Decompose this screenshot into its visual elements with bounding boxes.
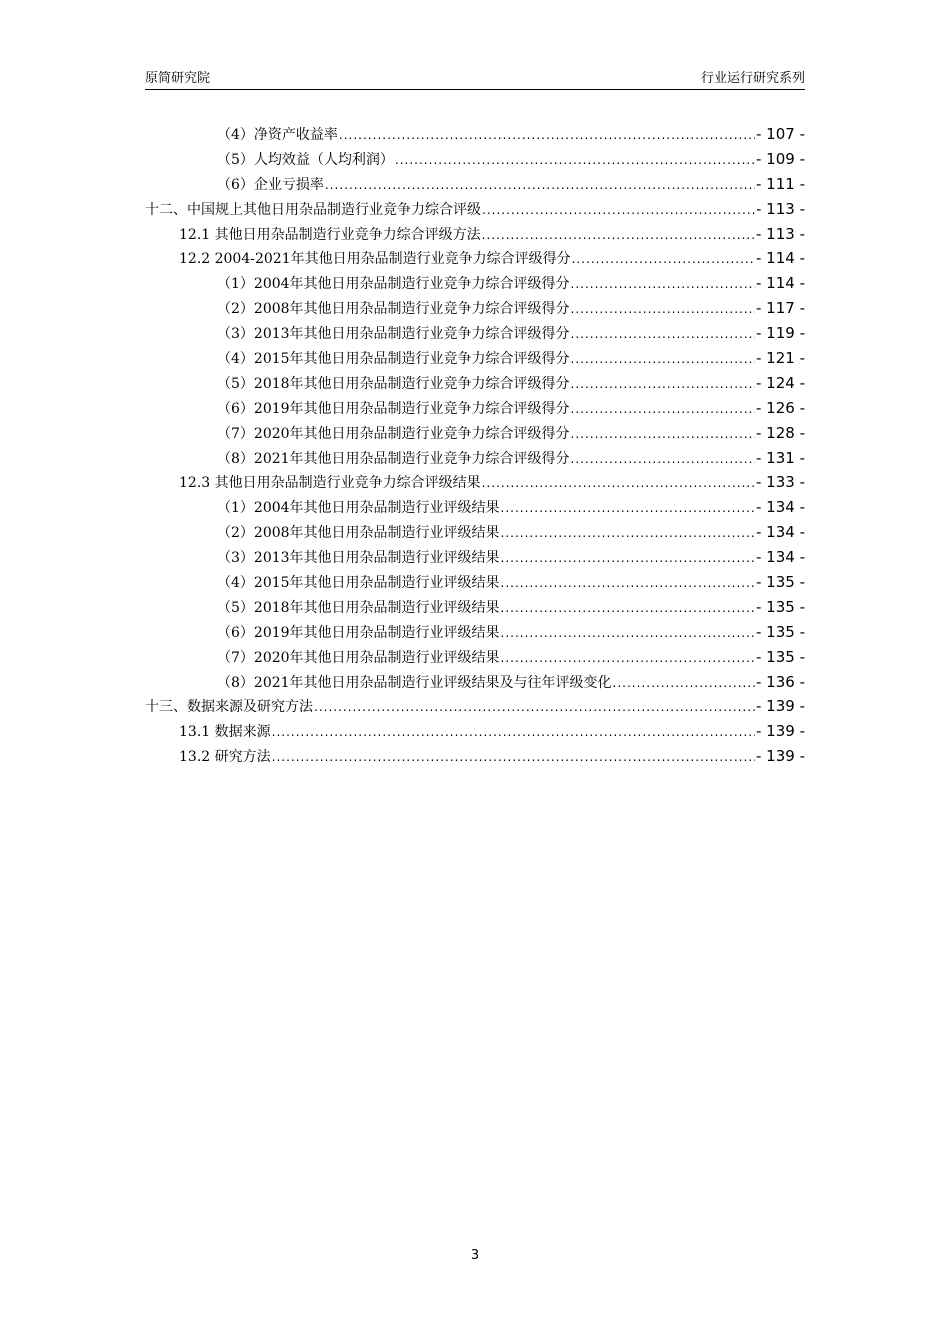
toc-dot-leader — [571, 327, 755, 341]
toc-entry-title: （1）2004年其他日用杂品制造行业竞争力综合评级得分 — [217, 276, 570, 293]
toc-entry-page: - 117 - — [756, 299, 805, 318]
toc-entry-title: （3）2013年其他日用杂品制造行业评级结果 — [217, 550, 500, 567]
toc-entry-title: （5）人均效益（人均利润） — [217, 151, 394, 168]
toc-dot-leader — [482, 476, 755, 490]
header-series-title: 行业运行研究系列 — [700, 71, 805, 86]
toc-entry-page: - 135 - — [756, 622, 805, 641]
toc-dot-leader — [314, 700, 755, 714]
toc-entry-title: 十二、中国规上其他日用杂品制造行业竞争力综合评级 — [145, 201, 481, 218]
toc-entry-title: 13.2 研究方法 — [179, 749, 271, 766]
toc-entry-page: - 119 - — [756, 324, 805, 343]
toc-entry-page: - 134 - — [756, 523, 805, 542]
page-number: 3 — [470, 1248, 480, 1263]
toc-dot-leader — [571, 402, 755, 416]
toc-dot-leader — [571, 352, 755, 366]
toc-dot-leader — [501, 526, 755, 540]
toc-entry[interactable] — [145, 622, 805, 647]
toc-dot-leader — [501, 601, 755, 615]
toc-dot-leader — [272, 725, 755, 739]
toc-entry[interactable] — [145, 124, 805, 149]
toc-entry-title: （6）企业亏损率 — [217, 176, 324, 193]
toc-entry-page: - 128 - — [756, 423, 805, 442]
toc-dot-leader — [571, 452, 755, 466]
toc-entry[interactable] — [145, 398, 805, 423]
toc-entry-title: （6）2019年其他日用杂品制造行业竞争力综合评级得分 — [217, 400, 570, 417]
toc-entry-page: - 139 - — [756, 747, 805, 766]
toc-entry-title: （2）2008年其他日用杂品制造行业评级结果 — [217, 525, 500, 542]
toc-entry-page: - 111 - — [756, 174, 805, 193]
toc-entry[interactable] — [145, 323, 805, 348]
toc-entry[interactable] — [145, 273, 805, 298]
toc-entry[interactable] — [145, 696, 805, 721]
toc-entry[interactable] — [145, 746, 805, 771]
toc-dot-leader — [572, 252, 755, 266]
toc-dot-leader — [571, 302, 755, 316]
toc-entry-page: - 121 - — [756, 349, 805, 368]
toc-entry[interactable] — [145, 721, 805, 746]
toc-entry-page: - 136 - — [756, 672, 805, 691]
toc-entry[interactable] — [145, 497, 805, 522]
toc-dot-leader — [482, 228, 755, 242]
page-header — [145, 67, 805, 90]
toc-entry-page: - 133 - — [756, 473, 805, 492]
toc-entry-page: - 134 - — [756, 548, 805, 567]
toc-entry-page: - 135 - — [756, 573, 805, 592]
toc-entry[interactable] — [145, 472, 805, 497]
toc-dot-leader — [501, 651, 755, 665]
toc-entry-page: - 109 - — [756, 149, 805, 168]
toc-entry[interactable] — [145, 572, 805, 597]
toc-entry-page: - 114 - — [756, 274, 805, 293]
toc-entry-page: - 126 - — [756, 398, 805, 417]
header-publisher: 原简研究院 — [145, 71, 211, 86]
toc-dot-leader — [571, 277, 755, 291]
toc-dot-leader — [613, 676, 755, 690]
toc-entry-title: （5）2018年其他日用杂品制造行业竞争力综合评级得分 — [217, 375, 570, 392]
toc-entry-title: 12.3 其他日用杂品制造行业竞争力综合评级结果 — [179, 475, 481, 492]
toc-dot-leader — [501, 551, 755, 565]
toc-dot-leader — [395, 153, 755, 167]
toc-entry-page: - 139 - — [756, 722, 805, 741]
toc-entry-title: （4）净资产收益率 — [217, 127, 338, 143]
toc-entry[interactable] — [145, 199, 805, 224]
toc-dot-leader — [501, 576, 755, 590]
toc-entry-title: （4）2015年其他日用杂品制造行业竞争力综合评级得分 — [217, 351, 570, 368]
toc-entry-title: （4）2015年其他日用杂品制造行业评级结果 — [217, 575, 500, 592]
toc-dot-leader — [501, 501, 755, 515]
toc-dot-leader — [571, 427, 755, 441]
toc-entry-page: - 114 - — [756, 249, 805, 268]
toc-dot-leader — [272, 750, 755, 764]
toc-entry[interactable] — [145, 647, 805, 672]
toc-entry-title: 12.2 2004-2021年其他日用杂品制造行业竞争力综合评级得分 — [179, 251, 571, 268]
toc-entry-page: - 134 - — [756, 498, 805, 517]
toc-entry-page: - 131 - — [756, 448, 805, 467]
toc-dot-leader — [571, 377, 755, 391]
toc-entry-title: （6）2019年其他日用杂品制造行业评级结果 — [217, 624, 500, 641]
toc-entry-title: （3）2013年其他日用杂品制造行业竞争力综合评级得分 — [217, 326, 570, 343]
toc-entry[interactable] — [145, 423, 805, 448]
toc-entry-title: 13.1 数据来源 — [179, 724, 271, 741]
toc-entry-page: - 135 - — [756, 597, 805, 616]
toc-entry-title: （1）2004年其他日用杂品制造行业评级结果 — [217, 500, 500, 517]
toc-entry-page: - 113 - — [756, 199, 805, 218]
toc-entry[interactable] — [145, 373, 805, 398]
toc-entry-title: （7）2020年其他日用杂品制造行业评级结果 — [217, 649, 500, 666]
toc-entry-page: - 124 - — [756, 373, 805, 392]
toc-entry-page: - 113 - — [756, 224, 805, 243]
toc-dot-leader — [325, 178, 755, 192]
toc-entry-page: - 107 - — [756, 125, 805, 143]
toc-entry[interactable] — [145, 174, 805, 199]
toc-entry-page: - 135 - — [756, 647, 805, 666]
toc-dot-leader — [339, 128, 755, 142]
toc-entry[interactable] — [145, 448, 805, 473]
toc-entry[interactable] — [145, 547, 805, 572]
toc-entry-page: - 139 - — [756, 697, 805, 716]
toc-entry-title: 12.1 其他日用杂品制造行业竞争力综合评级方法 — [179, 226, 481, 243]
toc-entry[interactable] — [145, 522, 805, 547]
toc-entry-title: （8）2021年其他日用杂品制造行业竞争力综合评级得分 — [217, 450, 570, 467]
toc-entry[interactable] — [145, 672, 805, 697]
toc-entry-title: 十三、数据来源及研究方法 — [145, 699, 313, 716]
toc-entry-title: （8）2021年其他日用杂品制造行业评级结果及与往年评级变化 — [217, 674, 612, 691]
toc-entry-title: （2）2008年其他日用杂品制造行业竞争力综合评级得分 — [217, 301, 570, 318]
toc-dot-leader — [501, 626, 755, 640]
toc-entry[interactable] — [145, 248, 805, 273]
toc-entry[interactable] — [145, 597, 805, 622]
toc-entry[interactable] — [145, 348, 805, 373]
toc-entry[interactable] — [145, 224, 805, 249]
toc-entry-title: （7）2020年其他日用杂品制造行业竞争力综合评级得分 — [217, 425, 570, 442]
toc-entry-title: （5）2018年其他日用杂品制造行业评级结果 — [217, 599, 500, 616]
table-of-contents — [145, 124, 805, 771]
toc-entry[interactable] — [145, 149, 805, 174]
toc-entry[interactable] — [145, 298, 805, 323]
toc-dot-leader — [482, 203, 755, 217]
